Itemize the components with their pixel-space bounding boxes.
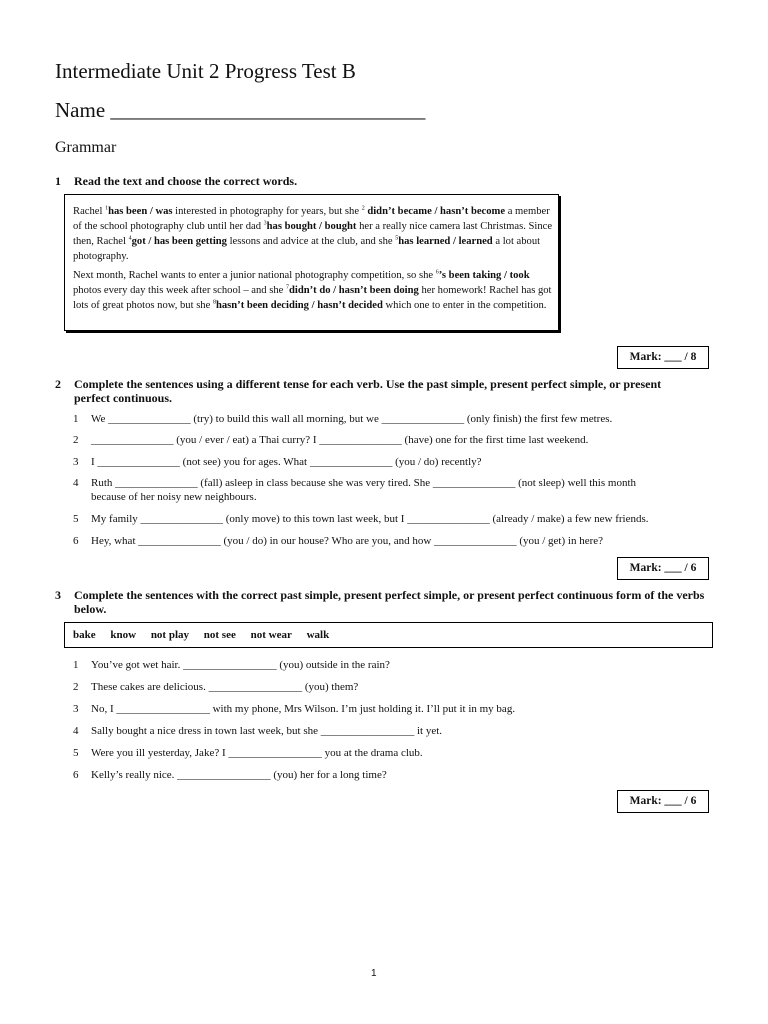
question-instruction: Complete the sentences using a different tense for each verb. Use the past simple, present perfect simple, or present perfect continuous. xyxy=(74,377,662,405)
question-number: 2 xyxy=(55,377,61,391)
item-number: 1 xyxy=(73,413,79,425)
passage-text: her a really nice camera last Christmas. Since then, Rachel xyxy=(73,221,553,247)
passage-text: interested in photography for years, but she xyxy=(172,206,362,217)
item-number: 2 xyxy=(73,434,79,446)
answer-options[interactable]: got / has been getting xyxy=(131,236,227,247)
page-title: Intermediate Unit 2 Progress Test B xyxy=(55,59,356,83)
gap-number: 5 xyxy=(395,235,399,242)
answer-options[interactable]: ’s been taking / took xyxy=(438,270,530,281)
item-text: Kelly’s really nice. _________________ (you) her for a long time? xyxy=(91,769,387,781)
word-bank-item: not see xyxy=(203,629,236,641)
question-number: 3 xyxy=(55,588,61,602)
item-text: My family _______________ (only move) to this town last week, but I _______________ (already / make) a few new friends. xyxy=(91,513,649,525)
answer-options[interactable]: didn’t became / hasn’t become xyxy=(364,206,506,217)
passage-text: which one to enter in the competition. xyxy=(382,300,547,311)
mark-box-q3: Mark: ___ / 6 xyxy=(617,790,709,813)
passage-text: Next month, Rachel wants to enter a junior national photography competition, so she xyxy=(73,270,436,281)
page-number: 1 xyxy=(371,968,377,979)
item-number: 5 xyxy=(73,513,79,525)
item-number: 3 xyxy=(73,456,79,468)
word-bank-item: not play xyxy=(150,629,190,641)
item-number: 2 xyxy=(73,681,79,693)
passage-text: her homework! Rachel has got lots of great photos now, but she xyxy=(73,285,552,311)
question-number: 1 xyxy=(55,174,61,188)
mark-box-q2: Mark: ___ / 6 xyxy=(617,557,709,580)
answer-options[interactable]: has learned / learned xyxy=(398,236,493,247)
item-text: These cakes are delicious. _________________ (you) them? xyxy=(91,681,359,693)
name-field-label: Name ______________________________ xyxy=(55,98,426,122)
word-bank-item: know xyxy=(110,629,137,641)
answer-options[interactable]: has been / was xyxy=(108,206,173,217)
item-text: I _______________ (not see) you for ages. What _______________ (you / do) recently? xyxy=(91,456,482,468)
gap-number: 7 xyxy=(286,284,289,291)
passage-text: photos every day this week after school – and she xyxy=(73,285,286,296)
section-heading: Grammar xyxy=(55,139,117,156)
item-text: Hey, what _______________ (you / do) in our house? Who are you, and how _______________ (you / get) in here? xyxy=(91,535,604,547)
item-number: 6 xyxy=(73,769,79,781)
gap-number: 1 xyxy=(105,205,109,212)
passage-paragraph-2 xyxy=(73,268,558,313)
word-bank-item: walk xyxy=(306,629,330,641)
item-number: 4 xyxy=(73,725,79,737)
question-instruction: Read the text and choose the correct words. xyxy=(74,174,298,188)
item-number: 6 xyxy=(73,535,79,547)
word-bank xyxy=(64,622,713,648)
question-3-heading xyxy=(55,588,715,616)
passage-paragraph-1 xyxy=(73,204,558,264)
item-text: _______________ (you / ever / eat) a Thai curry? I _______________ (have) one for the first time last weekend. xyxy=(91,434,589,446)
question-1-heading xyxy=(55,174,715,188)
word-bank-item: not wear xyxy=(250,629,292,641)
item-number: 3 xyxy=(73,703,79,715)
passage-text: lessons and advice at the club, and she xyxy=(226,236,396,247)
gap-number: 4 xyxy=(128,235,132,242)
gap-number: 2 xyxy=(361,205,365,212)
question-instruction: Complete the sentences with the correct past simple, present perfect simple, or present perfect continuous form of the verbs below. xyxy=(74,588,705,616)
answer-options[interactable]: didn’t do / hasn’t been doing xyxy=(289,285,419,296)
item-text: Sally bought a nice dress in town last week, but she _________________ it yet. xyxy=(91,725,443,737)
item-number: 5 xyxy=(73,747,79,759)
reading-passage xyxy=(64,194,559,331)
question-2-heading xyxy=(55,377,675,405)
word-bank-item: bake xyxy=(73,629,96,641)
item-text: Were you ill yesterday, Jake? I _________________ you at the drama club. xyxy=(91,747,423,759)
passage-text: Rachel xyxy=(73,206,106,217)
answer-options[interactable]: has bought / bought xyxy=(266,221,357,232)
item-text: Ruth _______________ (fall) asleep in class because she was very tired. She _______________ (not sleep) well this month xyxy=(91,477,637,489)
item-text-continued: because of her noisy new neighbours. xyxy=(91,491,257,503)
item-number: 1 xyxy=(73,659,79,671)
item-number: 4 xyxy=(73,477,79,489)
answer-options[interactable]: hasn’t been deciding / hasn’t decided xyxy=(215,300,383,311)
passage-text: a lot about photography. xyxy=(73,236,541,262)
passage-text: a member of the school photography club until her dad xyxy=(73,206,550,232)
gap-number: 3 xyxy=(263,220,267,227)
mark-box-q1: Mark: ___ / 8 xyxy=(617,346,709,369)
item-text: You’ve got wet hair. _________________ (you) outside in the rain? xyxy=(91,659,390,671)
item-text: We _______________ (try) to build this wall all morning, but we _______________ (only finish) the first few metres. xyxy=(91,413,613,425)
gap-number: 6 xyxy=(435,269,439,276)
gap-number: 8 xyxy=(212,299,216,306)
item-text: No, I _________________ with my phone, Mrs Wilson. I’m just holding it. I’ll put it in my bag. xyxy=(91,703,516,715)
